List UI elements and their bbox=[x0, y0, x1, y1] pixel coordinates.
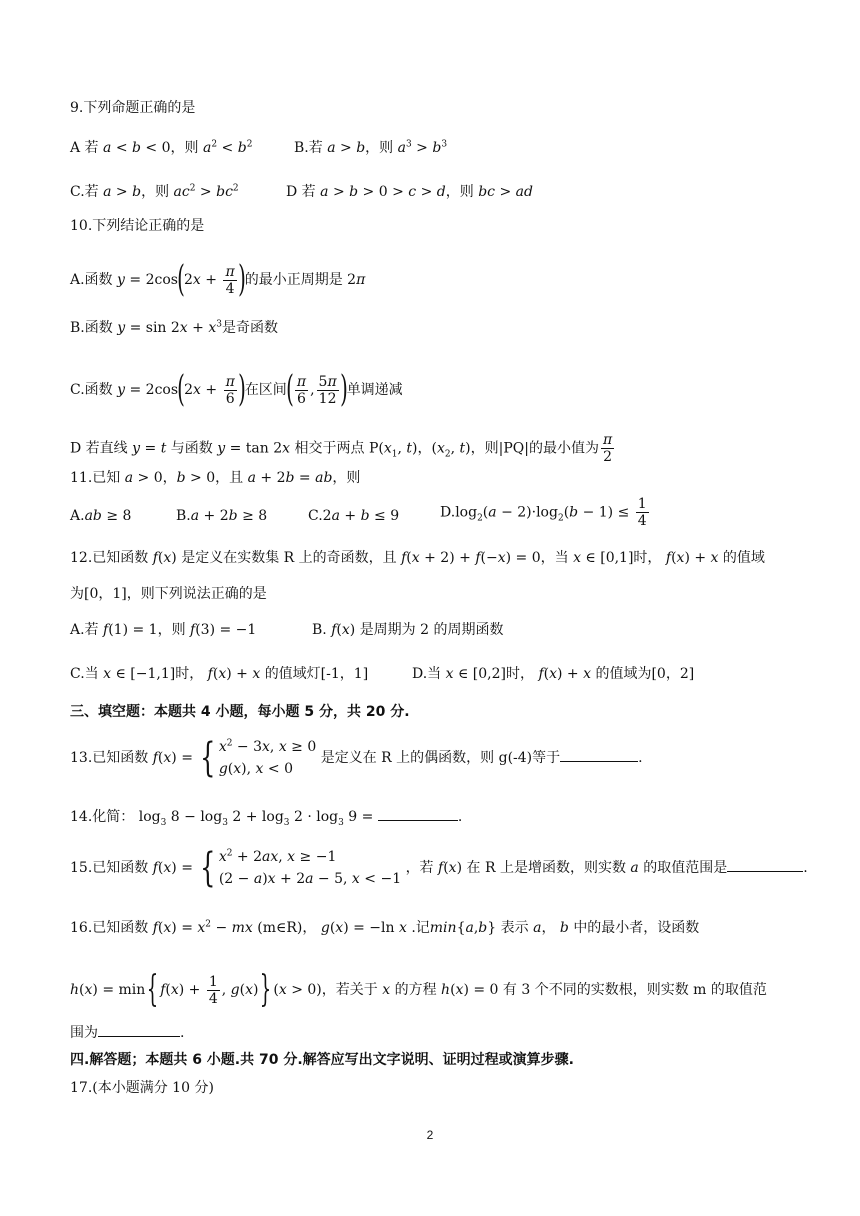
q9-option-a: A 若 a < b < 0，则 $a^2 < b^2$ bbox=[70, 139, 253, 156]
q9-stem bbox=[70, 98, 820, 118]
q12-option-b: B. f(x) 是周期为 2 的周期函数 bbox=[312, 622, 504, 638]
q9-stem-text: 9.下列命题正确的是 bbox=[70, 100, 196, 116]
section-3-heading: 三、填空题：本题共 4 小题，每小题 5 分，共 20 分. bbox=[70, 704, 410, 720]
q9-option-c: C.若 a > b，则 $ac^2 > bc^2$ bbox=[70, 183, 239, 200]
q10-option-d: D 若直线 y = t 与函数 y = tan 2x 相交于两点 $P(x_1$, t)，($x_2$, t)，则|PQ|的最小值为 $\frac{\pi}{2}$ bbox=[70, 432, 613, 465]
q10-stem bbox=[70, 216, 820, 236]
q12-option-c: C.当 x ∈ [−1,1]时， f(x) + x 的值域灯[-1，1] bbox=[70, 666, 369, 682]
section-4-heading: 四.解答题；本题共 6 小题.共 70 分.解答应写出文字说明、证明过程或演算步骤. bbox=[70, 1052, 574, 1068]
q10-option-a: A.函数 y = 2cos(2x + $\frac{\pi}{4}$ )的最小正周期是 2π bbox=[70, 259, 366, 300]
q10-stem-text: 10.下列结论正确的是 bbox=[70, 218, 205, 234]
q13: 13.已知函数 f(x) = { $x^2 - 3x$, x ≥ 0 g(x), x < 0 是定义在 R 上的偶函数，则 g(-4)等于 . bbox=[70, 735, 643, 781]
q9-option-b: B.若 a > b，则 $a^3 > b^3$ bbox=[294, 139, 448, 156]
q15: 15.已知函数 f(x) = { $x^2 + 2ax$, x ≥ −1 (2 − a)x + 2a − 5, x < −1 ，若 f(x) 在 R 上是增函数，则实数 a 的取值范围是 . bbox=[70, 845, 808, 891]
q12-option-d: D.当 x ∈ [0,2]时， f(x) + x 的值域为[0，2] bbox=[412, 666, 695, 682]
page-number: 2 bbox=[426, 1128, 434, 1142]
q11-option-b: B.a + 2b ≥ 8 bbox=[176, 508, 268, 524]
q12-stem-line2: 为[0，1]，则下列说法正确的是 bbox=[70, 586, 267, 602]
q16-line1: 16.已知函数 $f(x) = x^2$ − mx (m∈R)， g(x) = −ln x .记min{a,b} 表示 a， b 中的最小者，设函数 bbox=[70, 919, 700, 936]
q12-stem: 12.已知函数 f(x) 是定义在实数集 R 上的奇函数，且 f(x + 2) + f(−x) = 0，当 x ∈ [0,1]时， f(x) + x 的值域 bbox=[70, 550, 765, 566]
q11-stem: 11.已知 a > 0，b > 0，且 a + 2b = ab，则 bbox=[70, 470, 361, 486]
q11-option-d: $D.\log_2(a - 2)\cdot\log_2(b - 1)$ ≤ $\frac{1}{4}$ bbox=[440, 496, 647, 529]
q17-heading: 17.(本小题满分 10 分) bbox=[70, 1080, 214, 1096]
q14: 14.化简： $\log_3 8 - \log_3 2 + \log_3 2 \cdot \log_3 9$ = . bbox=[70, 806, 820, 827]
q9-option-d: D 若 a > b > 0 > c > d，则 bc > ad bbox=[286, 184, 533, 200]
q10-option-b: B.函数 $y = \sin 2x + x^3$是奇函数 bbox=[70, 319, 278, 336]
q16-line2: h(x) = min{ f(x) + $\frac{1}{4}$ , g(x)} (x > 0)，若关于 x 的方程 h(x) = 0 有 3 个不同的实数根，则实数 m 的取值范 bbox=[70, 969, 767, 1010]
q10-option-c: C.函数 y = 2cos(2x + $\frac{\pi}{6}$ )在区间( $\frac{\pi}{6}$ , $\frac{5\pi}{12}$ )单调递减 bbox=[70, 369, 403, 410]
q11-option-c: C.2a + b ≤ 9 bbox=[308, 508, 400, 524]
q12-option-a: A.若 f(1) = 1，则 f(3) = −1 bbox=[70, 622, 257, 638]
q11-option-a: A.ab ≥ 8 bbox=[70, 508, 132, 524]
q16-line3: 围为 . bbox=[70, 1022, 820, 1043]
